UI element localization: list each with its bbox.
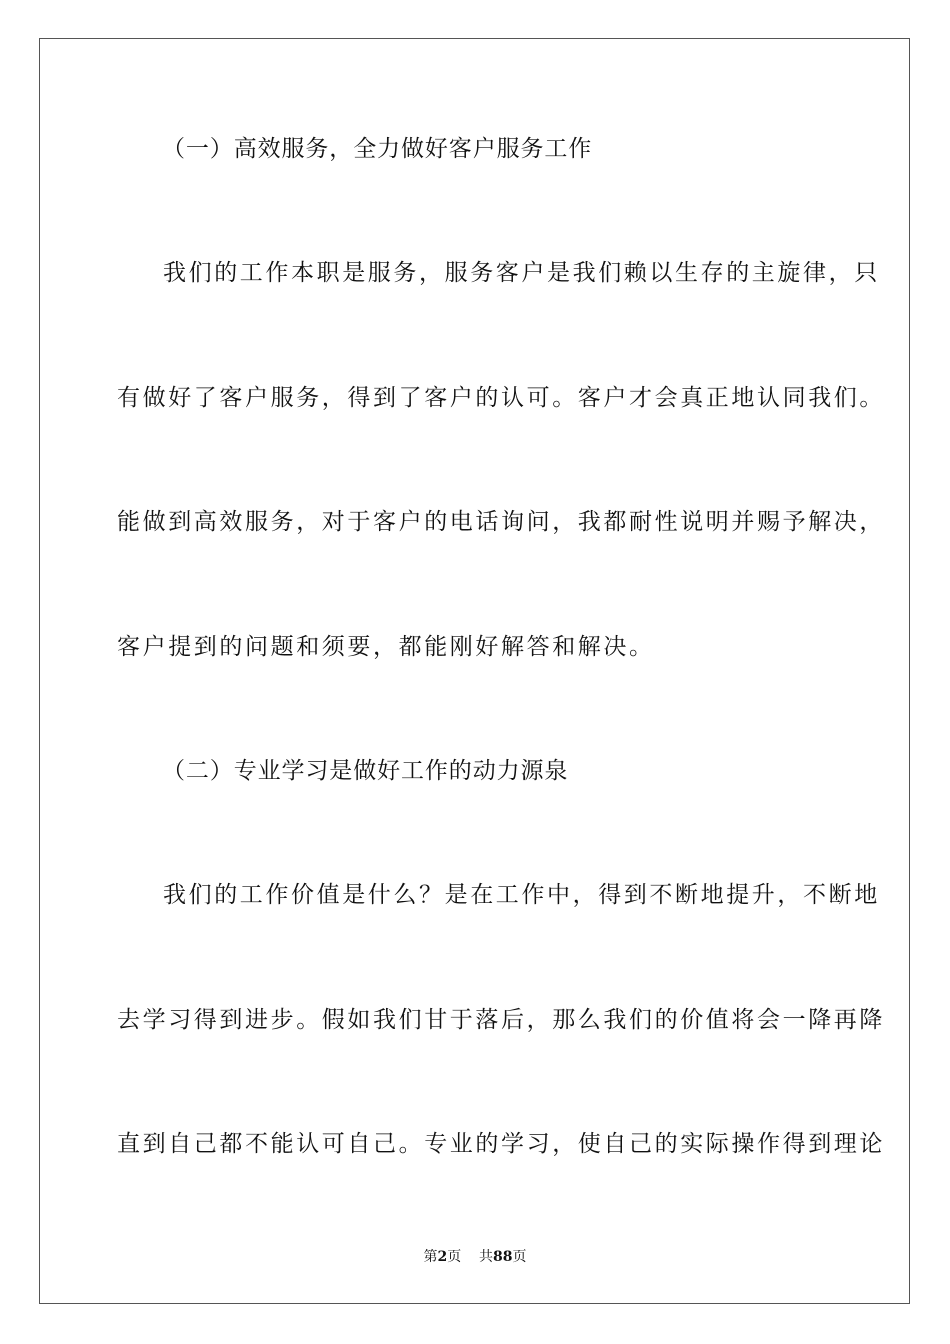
total-label-prefix: 共 bbox=[479, 1249, 494, 1265]
paragraph-line: 我们的工作价值是什么？是在工作中，得到不断地提升，不断地 bbox=[163, 882, 880, 908]
page-label-prefix: 第 bbox=[423, 1249, 438, 1265]
section-heading-1: （一）高效服务，全力做好客户服务工作 bbox=[162, 136, 593, 162]
paragraph-line: 有做好了客户服务，得到了客户的认可。客户才会真正地认同我们。 bbox=[117, 385, 885, 411]
paragraph-line: 能做到高效服务，对于客户的电话询问，我都耐性说明并赐予解决， bbox=[117, 509, 885, 535]
page-border bbox=[39, 38, 910, 1304]
total-label-suffix: 页 bbox=[512, 1249, 527, 1265]
paragraph-line: 我们的工作本职是服务，服务客户是我们赖以生存的主旋律，只 bbox=[163, 260, 880, 286]
paragraph-line: 去学习得到进步。假如我们甘于落后，那么我们的价值将会一降再降 bbox=[117, 1007, 885, 1033]
total-pages-number: 88 bbox=[493, 1249, 513, 1265]
page-label-suffix: 页 bbox=[447, 1249, 462, 1265]
page-footer bbox=[0, 1247, 950, 1267]
paragraph-line: 直到自己都不能认可自己。专业的学习，使自己的实际操作得到理论 bbox=[117, 1131, 885, 1157]
section-heading-2: （二）专业学习是做好工作的动力源泉 bbox=[162, 758, 569, 784]
paragraph-line: 客户提到的问题和须要，都能刚好解答和解决。 bbox=[117, 634, 655, 660]
current-page-number: 2 bbox=[437, 1249, 448, 1265]
